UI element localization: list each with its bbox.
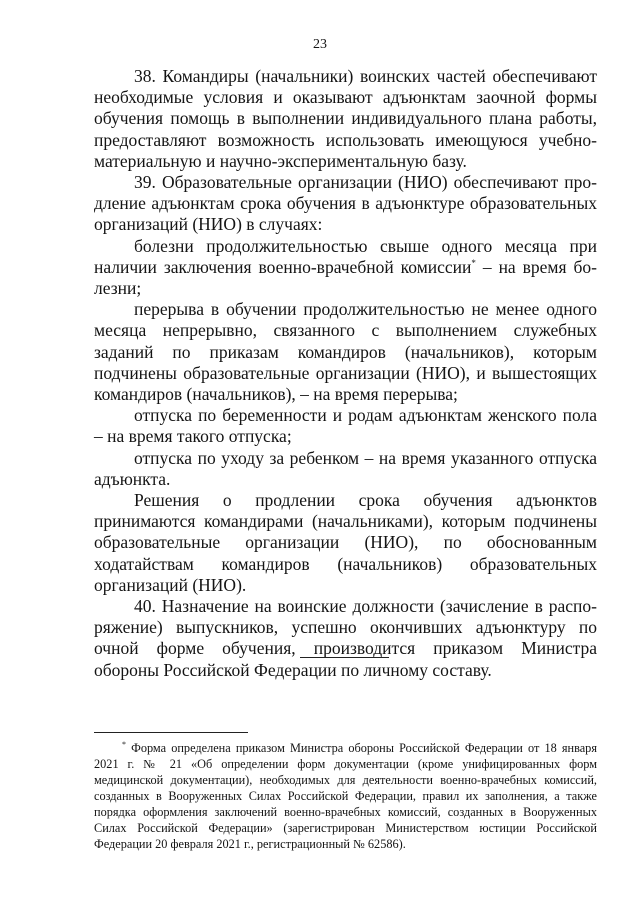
page-number: 23 [313, 37, 327, 52]
footnote-marker: * [122, 740, 126, 749]
paragraph-childcare: отпуска по уходу за ребенком – на время указанного отпуска адъюнкта. [94, 447, 597, 489]
illness-text-end: – на время болезни; [94, 256, 597, 299]
paragraph-illness [94, 236, 597, 300]
paragraph-40: 40. Назначение на воинские должности (зачисление в распоряжение) выпускников, успешно окончивших адъюнктуру по очной форме обучения, производится приказом Министра обороны Российской Федерации по личному составу. [94, 596, 597, 680]
paragraph-maternity: отпуска по беременности и родам адъюнктам женского пола – на время такого отпуска; [94, 405, 597, 447]
paragraph-39: 39. Образовательные организации (НИО) обеспечивают продление адъюнктам срока обучения в адъюнктуре образовательных организаций (НИО) в случаях: [94, 172, 597, 235]
paragraph-decisions: Решения о продлении срока обучения адъюнктов принимаются командирами (начальниками), которым подчинены образовательные организации (НИО), по обоснованным ходатайствам командиров (начальников) образовательных организаций (НИО). [94, 490, 597, 595]
footnote-text: Форма определена приказом Министра обороны Российской Федерации от 18 января 2021 г. № 21 «Об определении форм документации (кроме унифицированных форм медицинской документации), необходимых для деятельности военно-врачебных комиссий, созданных в Вооруженных Силах Российской Федерации, правил их заполнения, а также порядка оформления заключений военно-врачебных комиссий, созданных в Вооруженных Силах Российской Федерации» (зарегистрирован Министерством юстиции Российской Федерации 20 февраля 2021 г., регистрационный № 62586). [94, 741, 597, 851]
paragraph-break: перерыва в обучении продолжительностью не менее одного месяца непрерывно, связанного с выполнением служебных заданий по приказам командиров (начальников), которым подчинены образовательные организации (НИО), и вышестоящих командиров (начальников), – на время перерыва; [94, 299, 597, 405]
footnote-separator [94, 732, 248, 733]
end-of-text-rule [300, 657, 389, 658]
paragraph-38: 38. Командиры (начальники) воинских частей обеспечивают необходимые условия и оказывают адъюнктам заочной формы обучения помощь в выполнении индивидуального плана работы, предоставляют возможность использовать имеющуюся учебно-материальную и научно-экспериментальную базу. [94, 66, 597, 171]
illness-text: болезни продолжительностью свыше одного месяца при наличии заключения военно-врачебной комиссии [94, 235, 597, 277]
document-body [94, 66, 597, 681]
footnote-reference: * [471, 257, 476, 268]
footnote [94, 740, 597, 852]
